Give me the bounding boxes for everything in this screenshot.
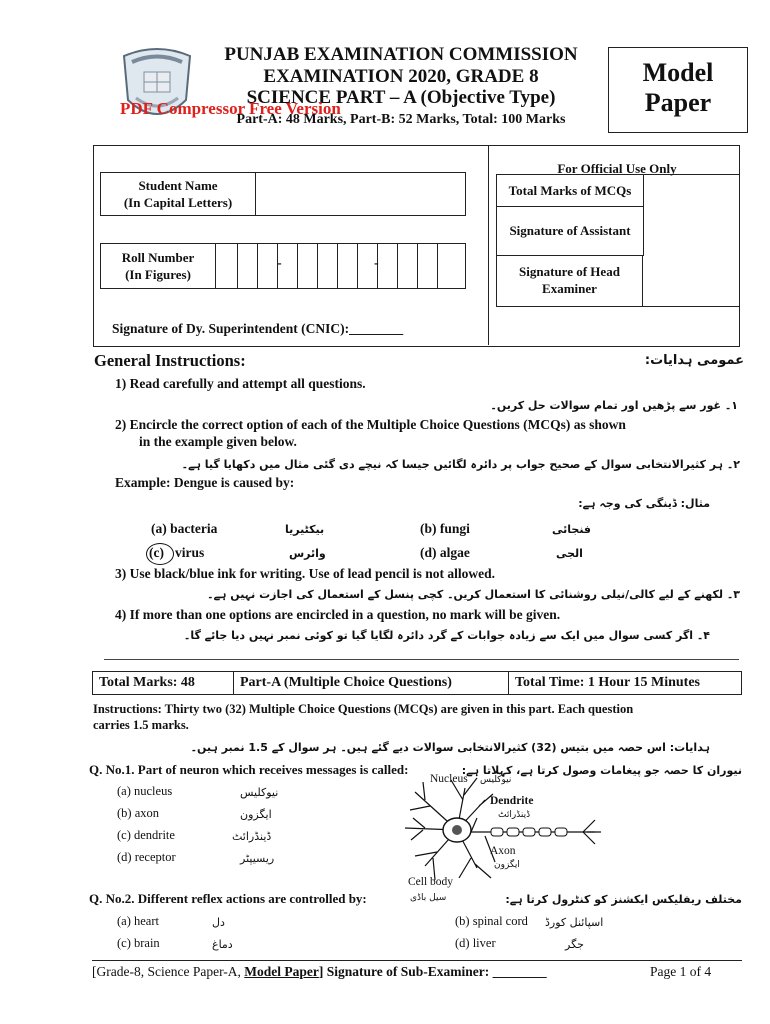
part-instructions-urdu: ہدایات: اس حصہ میں بتیس (32) کثیرالانتخابی سوالات دیے گئے ہیں۔ ہر سوال کے 1.5 نمبر ہیں۔ (190, 741, 710, 754)
q2-option-a-urdu: دل (212, 916, 225, 929)
part-cell: Part-A (Multiple Choice Questions) (234, 672, 509, 695)
footer-model-paper: Model Paper (244, 964, 319, 979)
footer-sub-examiner: ] Signature of Sub-Examiner: ________ (318, 964, 547, 979)
head-examiner-signature-label: Signature of Head Examiner (497, 255, 643, 306)
roll-number-label: Roll Number (121, 250, 195, 265)
header-part: SCIENCE PART – A (Objective Type) (246, 87, 556, 108)
q1-option-d-urdu: ریسیپٹر (240, 852, 275, 865)
instruction-2-urdu: ۲۔ ہر کثیرالانتخابی سوال کے صحیح جواب پر دائرہ لگائیں جیسا کہ نیچے دی گئی مثال میں دکھایا گیا ہے۔ (181, 458, 740, 471)
divider (104, 659, 739, 660)
assistant-signature-label: Signature of Assistant (497, 206, 644, 256)
roll-digit-field[interactable] (237, 244, 258, 288)
cell-body-label: Cell body (408, 876, 454, 888)
part-summary-table (92, 671, 742, 695)
q2-text: Different reflex actions are controlled by: (137, 891, 367, 906)
official-use-title: For Official Use Only (557, 161, 677, 176)
general-instructions-heading-urdu: عمومی ہدایات: (644, 353, 744, 368)
q1-urdu: نیوران کا حصہ جو پیغامات وصول کرتا ہے، کہلاتا ہے: (461, 764, 742, 777)
q2-option-b[interactable]: (b) spinal cord (455, 914, 528, 928)
student-name-field[interactable] (255, 173, 465, 215)
q1-option-b-urdu: ایگزون (240, 808, 272, 821)
header-exam: EXAMINATION 2020, GRADE 8 (263, 65, 539, 87)
head-examiner-signature-field[interactable] (644, 256, 739, 306)
neuron-diagram (395, 770, 605, 890)
example-option-d: (d) algae (420, 545, 470, 560)
example-option-a: (a) bacteria (151, 521, 218, 536)
roll-separator: - (374, 256, 379, 271)
instruction-1-urdu: ۱۔ غور سے پڑھیں اور تمام سوالات حل کریں۔ (490, 399, 738, 412)
roll-number-sublabel: (In Figures) (125, 267, 191, 282)
example-option-b-urdu: فنجائی (552, 523, 592, 536)
example-option-c-urdu: وائرس (289, 547, 326, 560)
footer-rule (92, 960, 742, 961)
q2-option-c[interactable]: (c) brain (117, 936, 160, 950)
roll-number-box (100, 243, 466, 289)
q2-option-d-urdu: جگر (565, 938, 584, 951)
example-option-d-urdu: الجی (556, 547, 583, 560)
q1-option-c-urdu: ڈینڈرائٹ (232, 830, 272, 843)
nucleus-label: Nucleus (430, 773, 468, 785)
q2-option-d[interactable]: (d) liver (455, 936, 496, 950)
instruction-2-cont: in the example given below. (139, 434, 297, 449)
footer-grade: [Grade-8, Science Paper-A, (92, 964, 245, 979)
axon-label: Axon (490, 845, 516, 857)
assistant-signature-field[interactable] (644, 207, 739, 255)
footer-left (92, 964, 547, 980)
instruction-4-urdu: ۴۔ اگر کسی سوال میں ایک سے زیادہ جوابات کے گرد دائرہ لگایا گیا تو کوئی نمبر نہیں دیا جائے گا۔ (183, 629, 710, 642)
instruction-1: 1) Read carefully and attempt all questions. (115, 376, 366, 391)
header-commission: PUNJAB EXAMINATION COMMISSION (224, 44, 578, 65)
q1-text: Part of neuron which receives messages is called: (137, 762, 409, 777)
dendrite-label-urdu: ڈینڈرائٹ (498, 810, 531, 820)
model-word: Model (642, 58, 714, 87)
mcq-total-field[interactable] (644, 175, 739, 206)
dendrite-label: Dendrite (490, 795, 534, 807)
q1-option-c[interactable]: (c) dendrite (117, 828, 175, 842)
example-question: Example: Dengue is caused by: (115, 475, 295, 490)
q2-option-a[interactable]: (a) heart (117, 914, 159, 928)
q1-option-a-urdu: نیوکلیس (240, 786, 279, 799)
watermark: PDF Compressor Free Version (120, 99, 341, 118)
instruction-3-urdu: ۳۔ لکھنے کے لیے کالی/نیلی روشنائی کا استعمال کریں۔ کچی پنسل کے استعمال کی اجازت نہیں ہے۔ (207, 588, 740, 601)
q1-number: Q. No.1. (89, 762, 135, 777)
instruction-3: 3) Use black/blue ink for writing. Use of lead pencil is not allowed. (115, 566, 496, 581)
roll-separator: - (277, 256, 282, 271)
total-time-cell: Total Time: 1 Hour 15 Minutes (509, 672, 742, 695)
total-marks-cell: Total Marks: 48 (93, 672, 234, 695)
example-option-c: (c) (149, 545, 164, 560)
q2-option-c-urdu: دماغ (212, 938, 233, 951)
axon-label-urdu: ایگزون (494, 860, 520, 870)
q1-option-b[interactable]: (b) axon (117, 806, 159, 820)
marks-breakdown: Part-A: 48 Marks, Part-B: 52 Marks, Total: 100 Marks (236, 112, 566, 127)
instruction-4: 4) If more than one options are encircled in a question, no mark will be given. (115, 607, 561, 622)
student-name-box (100, 172, 466, 216)
mcq-total-label: Total Marks of MCQs (497, 175, 644, 207)
example-question-urdu: مثال: ڈینگی کی وجہ ہے: (578, 497, 710, 510)
q1-option-a[interactable]: (a) nucleus (117, 784, 173, 798)
example-option-c-text: virus (175, 545, 205, 560)
student-name-sublabel: (In Capital Letters) (123, 195, 233, 210)
example-option-b: (b) fungi (420, 521, 470, 536)
student-name-label: Student Name (138, 178, 218, 193)
nucleus-label-urdu: نیوکلیس (480, 775, 512, 785)
official-use-table (496, 174, 740, 307)
q2-option-b-urdu: اسپائنل کورڈ (545, 916, 604, 929)
instruction-2: 2) Encircle the correct option of each of the Multiple Choice Questions (MCQs) as shown (115, 417, 626, 432)
page-number: Page 1 of 4 (650, 964, 712, 979)
example-option-a-urdu: بیکٹیریا (285, 523, 325, 536)
model-paper-box (608, 47, 748, 133)
general-instructions-heading: General Instructions: (94, 351, 246, 370)
part-instructions-line2: carries 1.5 marks. (93, 718, 189, 732)
cell-body-label-urdu: سیل باڈی (410, 893, 447, 903)
part-instructions-line1: Instructions: Thirty two (32) Multiple Choice Questions (MCQs) are given in this part. Each question (93, 702, 634, 716)
superintendent-signature: Signature of Dy. Superintendent (CNIC):________ (112, 321, 404, 336)
paper-word: Paper (644, 88, 712, 117)
q1-option-d[interactable]: (d) receptor (117, 850, 176, 864)
q2-number: Q. No.2. (89, 891, 135, 906)
q2-urdu: مختلف ریفلیکس ایکشنز کو کنٹرول کرتا ہے: (505, 893, 742, 906)
